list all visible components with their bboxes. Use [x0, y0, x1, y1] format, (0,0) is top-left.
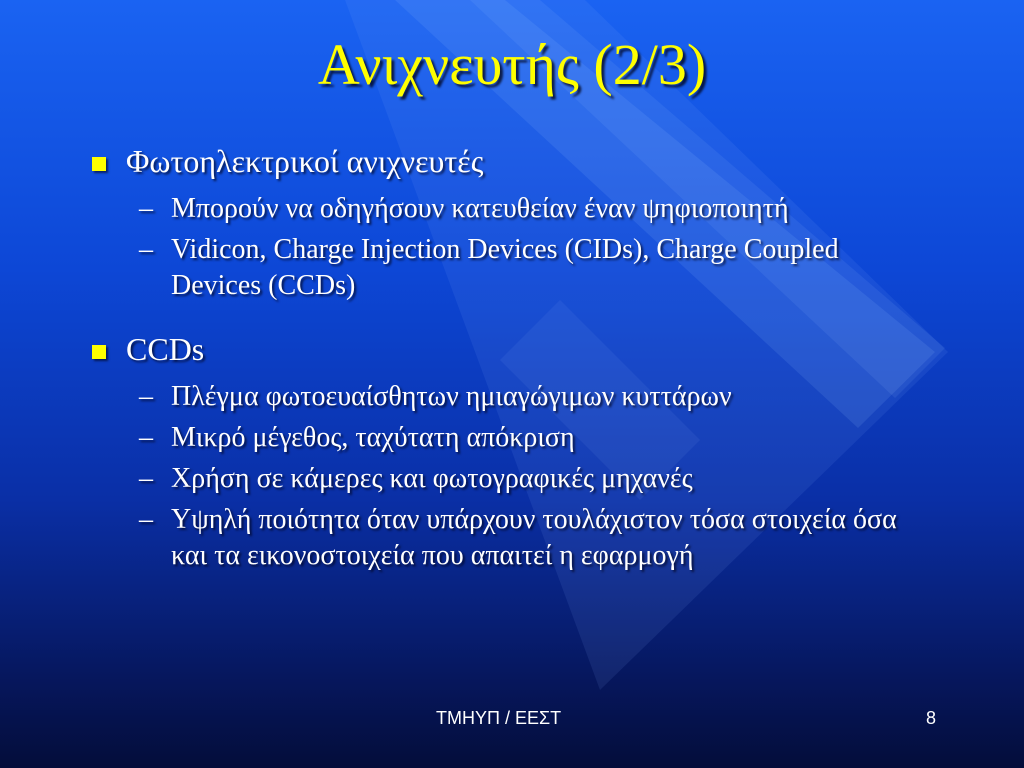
- dash-icon: –: [139, 381, 153, 412]
- sub-item: [92, 502, 912, 574]
- sub-item: [92, 461, 912, 497]
- section-heading: CCDs: [126, 331, 205, 367]
- footer-text: ΤΜΗΥΠ / ΕΕΣΤ: [436, 708, 562, 728]
- dash-icon: –: [139, 193, 153, 224]
- sub-item: [92, 191, 912, 227]
- sub-item-text: Μικρό μέγεθος, ταχύτατη απόκριση: [171, 422, 575, 453]
- sub-item: [92, 420, 912, 456]
- section-ccds: [92, 330, 912, 574]
- page-number: 8: [926, 708, 937, 728]
- sub-item: [92, 379, 912, 415]
- bullet-item: [92, 330, 912, 368]
- sub-item: [92, 232, 912, 304]
- section-photoelectric: [92, 142, 912, 304]
- slide-title: Ανιχνευτής (2/3): [317, 32, 707, 97]
- bullet-item: [92, 142, 912, 180]
- sub-item-text: Vidicon, Charge Injection Devices (CIDs), Charge Coupled Devices (CCDs): [171, 234, 839, 301]
- dash-icon: –: [139, 234, 153, 265]
- section-heading: Φωτοηλεκτρικοί ανιχνευτές: [126, 143, 484, 179]
- slide-content: [92, 142, 912, 574]
- sub-item-text: Χρήση σε κάμερες και φωτογραφικές μηχανές: [171, 463, 693, 494]
- sub-item-text: Υψηλή ποιότητα όταν υπάρχουν τουλάχιστον τόσα στοιχεία όσα και τα εικονοστοιχεία που απαιτεί η εφαρμογή: [171, 504, 897, 571]
- dash-icon: –: [139, 463, 153, 494]
- sub-item-text: Πλέγμα φωτοευαίσθητων ημιαγώγιμων κυττάρων: [171, 381, 732, 412]
- square-bullet-icon: [92, 157, 106, 171]
- dash-icon: –: [139, 504, 153, 535]
- square-bullet-icon: [92, 345, 106, 359]
- dash-icon: –: [139, 422, 153, 453]
- sub-item-text: Μπορούν να οδηγήσουν κατευθείαν έναν ψηφιοποιητή: [171, 193, 789, 224]
